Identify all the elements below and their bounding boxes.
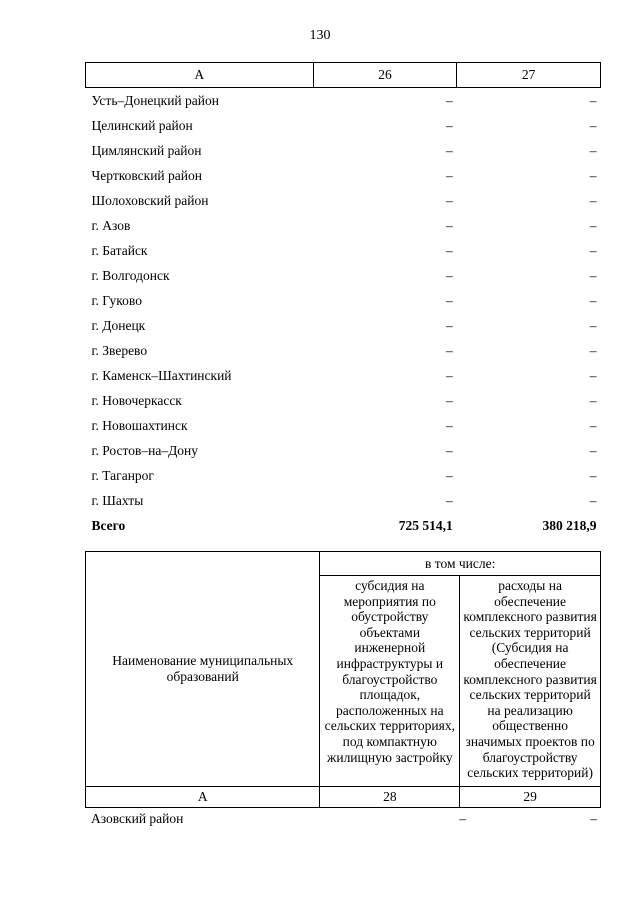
row-value-27: – <box>589 342 597 358</box>
table-row <box>86 113 601 138</box>
table-row <box>86 313 601 338</box>
row-name: г. Волгодонск <box>91 267 170 283</box>
table-row <box>86 413 601 438</box>
row-value-27: – <box>589 267 597 283</box>
row-value-26: – <box>446 367 453 383</box>
row-name: Азовский район <box>91 811 184 826</box>
total-row <box>86 513 601 538</box>
row-value-26: – <box>446 242 453 258</box>
letter-cell-29: 29 <box>460 787 601 808</box>
row-value-27: – <box>589 192 597 208</box>
row-value-27: – <box>589 442 597 458</box>
row-value-26: – <box>446 492 453 508</box>
row-value-26: – <box>446 117 453 133</box>
row-value-28: – <box>459 811 466 826</box>
row-value-26: – <box>446 267 453 283</box>
row-value-27: – <box>589 167 597 183</box>
row-value-26: – <box>446 167 453 183</box>
page-number: 130 <box>309 28 331 43</box>
table-row <box>86 88 601 114</box>
row-name: г. Гуково <box>91 292 142 308</box>
row-value-26: – <box>446 392 453 408</box>
table-row <box>86 438 601 463</box>
row-value-26: – <box>446 292 453 308</box>
row-value-26: – <box>446 342 453 358</box>
row-value-27: – <box>589 492 597 508</box>
table-row <box>86 288 601 313</box>
table-row <box>86 388 601 413</box>
row-value-26: – <box>446 417 453 433</box>
column-letter-row <box>86 787 601 808</box>
header-cell-a: А <box>86 63 314 88</box>
row-value-27: – <box>589 217 597 233</box>
header-cell-26: 26 <box>313 63 457 88</box>
row-name: г. Азов <box>91 217 131 233</box>
data-table-part1 <box>85 62 601 538</box>
table-header-row <box>86 63 601 88</box>
table-row <box>86 363 601 388</box>
row-value-27: – <box>589 92 597 108</box>
table-row <box>86 338 601 363</box>
row-value-26: – <box>446 142 453 158</box>
row-value-27: – <box>589 392 597 408</box>
row-name: Цимлянский район <box>91 142 202 158</box>
row-value-27: – <box>589 417 597 433</box>
row-value-27: – <box>589 317 597 333</box>
row-name: Чертковский район <box>91 167 202 183</box>
row-name: г. Ростов–на–Дону <box>91 442 199 458</box>
row-value-26: – <box>446 442 453 458</box>
row-value-26: – <box>446 217 453 233</box>
table-row <box>86 488 601 513</box>
row-name: Усть–Донецкий район <box>91 92 219 108</box>
group-header: в том числе: <box>320 552 601 576</box>
row-value-27: – <box>589 467 597 483</box>
table-row <box>85 811 601 827</box>
row-value-26: – <box>446 467 453 483</box>
table-row <box>86 263 601 288</box>
table-row <box>86 163 601 188</box>
column-29-description: расходы на обеспечение комплексного развития сельских территорий (Субсидия на обеспечение комплексного развития сельских территорий на реализацию общественно значимых проектов по благоустройству сельских территорий) <box>460 576 601 787</box>
row-name: Шолоховский район <box>91 192 209 208</box>
column-28-description: субсидия на мероприятия по обустройству объектами инженерной инфраструктуры и благоустройство площадок, расположенных на сельских территориях, под компактную жилищную застройку <box>320 576 460 787</box>
row-value-27: – <box>589 292 597 308</box>
total-value-27: 380 218,9 <box>542 517 597 533</box>
table-row <box>86 238 601 263</box>
name-column-header: Наименование муниципальных образований <box>86 552 320 787</box>
table-row <box>86 188 601 213</box>
total-value-26: 725 514,1 <box>398 517 453 533</box>
row-name: г. Таганрог <box>91 467 154 483</box>
table-row <box>86 213 601 238</box>
row-value-29: – <box>590 811 597 826</box>
group-header-row <box>86 552 601 576</box>
row-value-26: – <box>446 317 453 333</box>
table-row <box>86 463 601 488</box>
row-name: г. Батайск <box>91 242 148 258</box>
row-value-26: – <box>446 92 453 108</box>
row-name: г. Донецк <box>91 317 146 333</box>
row-name: г. Новочеркасск <box>91 392 182 408</box>
row-name: г. Шахты <box>91 492 144 508</box>
data-table-part2 <box>85 551 601 808</box>
table-row <box>86 138 601 163</box>
row-name: Целинский район <box>91 117 193 133</box>
total-label: Всего <box>91 517 126 533</box>
row-name: г. Каменск–Шахтинский <box>91 367 232 383</box>
letter-cell-a: А <box>86 787 320 808</box>
row-name: г. Новошахтинск <box>91 417 188 433</box>
row-value-27: – <box>589 242 597 258</box>
row-value-27: – <box>589 117 597 133</box>
row-value-27: – <box>589 367 597 383</box>
row-value-27: – <box>589 142 597 158</box>
letter-cell-28: 28 <box>320 787 460 808</box>
header-cell-27: 27 <box>457 63 601 88</box>
row-value-26: – <box>446 192 453 208</box>
row-name: г. Зверево <box>91 342 148 358</box>
